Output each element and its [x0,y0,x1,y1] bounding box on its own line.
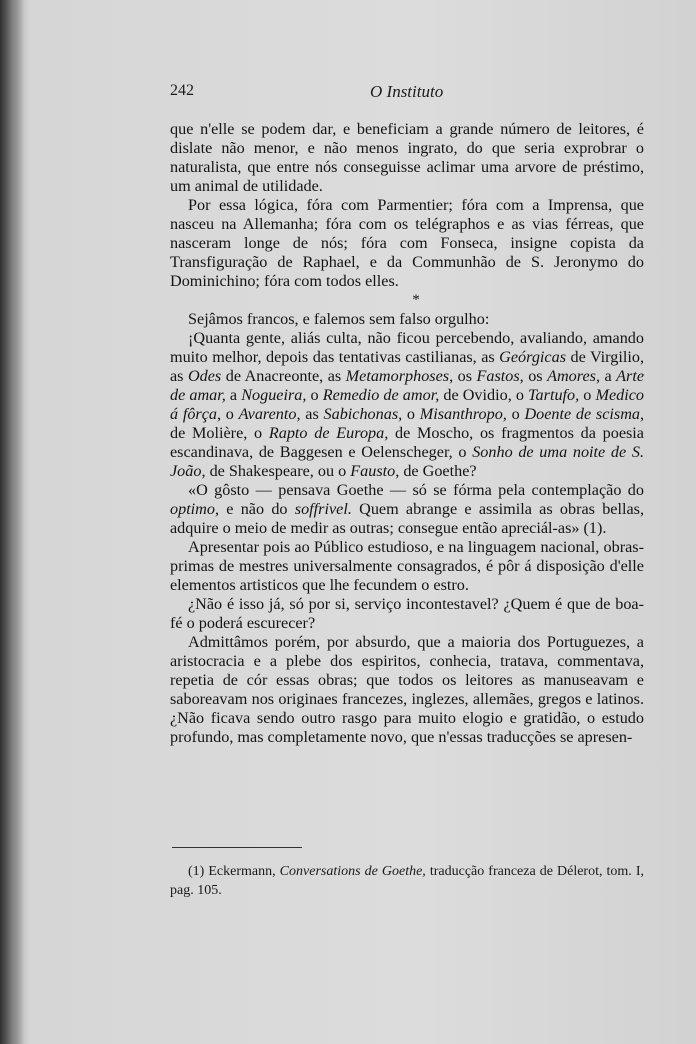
text-run: ¡Quanta gente, aliás culta, não ficou percebendo, avaliando, amando muito melhor, depois das tentativas castilianas, as [170,329,644,366]
running-title: O Instituto [370,82,444,101]
page-number: 242 [170,82,194,99]
work-title: Arte de amar, [170,367,645,404]
section-ornament: * [412,292,420,308]
work-title: Nogueira, [241,386,307,404]
work-title: Sabichonas, [323,405,403,423]
text-run: as [300,405,324,423]
text-run: Quem abrange e assimila as obras bellas, adquire o meio de medir as outras; consegue então apreciál-as» (1). [170,500,644,537]
text-run: de Shakespeare, ou o [205,462,351,480]
text-run: o [402,405,420,423]
text-run: de Anacreonte, as [221,367,346,385]
paragraph-continuation: que n'elle se podem dar, e beneficiam a grande número de leitores, é dislate não menor, e não menos ingrato, do que seria exprobrar o naturalista, que entre nós conseguisse aclimar uma arvore de préstimo, um animal de utilidade. [170,120,644,195]
text-run: a [600,367,617,385]
footnote-rule [172,847,302,848]
work-title: Sonho de uma noite de S. João, [170,443,644,480]
emphasis: optimo, [170,500,220,518]
work-title: Odes [187,367,222,385]
work-title: Medico á fôrça, [170,386,645,423]
text-run: (1) Eckermann, [188,864,280,879]
paragraph-apresentar: Apresentar pois ao Público estudioso, e na linguagem nacional, obras-primas de mestres universalmente consagrados, é pôr á disposição d'elle elementos artisticos que lhe fecundem o estro. [170,538,644,594]
work-title: Metamorphoses, [345,367,454,385]
text-run: «O gôsto — pensava Goethe — só se fórma pela contemplação do [188,481,644,499]
work-title: Rapto de Europa, [268,424,389,442]
page-header [170,82,642,108]
text-run: o [579,386,596,404]
text-run: o [306,386,323,404]
text-run: de Goethe? [399,462,477,480]
work-title: Avarento, [238,405,301,423]
paragraph-admittamos: Admittâmos porém, por absurdo, que a maioria dos Portuguezes, a aristocracia e a plebe dos espiritos, conhecia, tratava, commentava, repetia de cór essas obras; que todos os leitores as manuseavam e saboreavam nos originaes francezes, inglezes, allemães, gregos e latinos. ¿Não ficava sendo outro rasgo para muito elogio e gratidão, o estudo profundo, mas completamente novo, que n'essas traducções se apresen- [170,633,644,746]
paragraph-goethe-quote [170,481,644,538]
page-binding-shadow [0,0,24,1044]
work-title: Doente de scisma, [524,405,645,423]
text-run: e não do [219,500,295,518]
work-title: Tartufo, [528,386,580,404]
text-run: de Molière, o [170,424,269,442]
body-text [170,120,644,747]
work-title: Amores, [547,367,600,385]
work-title: Misanthropo, [419,405,507,423]
text-run: o [506,405,525,423]
footnote [170,862,644,900]
text-run: os [523,367,548,385]
text-run: de Ovidio, o [439,386,529,404]
text-run: a [225,386,242,404]
work-title: Geórgicas [499,348,567,366]
work-title: Conversations de Goethe, [279,864,426,879]
footnote-text [170,862,644,900]
text-run: de Virgilio, as [170,348,644,385]
paragraph-sejamos: Sejâmos francos, e falemos sem falso orgulho: [188,310,490,328]
paragraph-nao-e-isso: ¿Não é isso já, só por si, serviço incontestavel? ¿Quem é que de boa-fé o poderá escurecer? [170,595,644,632]
text-run: traducção franceza de Délerot, tom. I, pag. 105. [170,864,645,898]
paragraph-quanta-gente [170,329,644,481]
text-run: os [453,367,477,385]
text-run: o [221,405,239,423]
work-title: Fastos, [476,367,524,385]
work-title: Remedio de amor, [322,386,440,404]
work-title: Fausto, [350,462,400,480]
emphasis: soffrivel. [294,500,352,518]
text-run: de Moscho, os fragmentos da poesia escandinava, de Baggesen e Oelenscheger, o [170,424,644,461]
paragraph-parmentier: Por essa lógica, fóra com Parmentier; fóra com a Imprensa, que nasceu na Allemanha; fóra com os telégraphos e as vias férreas, que nasceram longe de nós; fóra com Fonseca, insigne copista da Transfiguração de Raphael, e da Communhão de S. Jeronymo do Dominichino; fóra com todos elles. [170,196,644,290]
